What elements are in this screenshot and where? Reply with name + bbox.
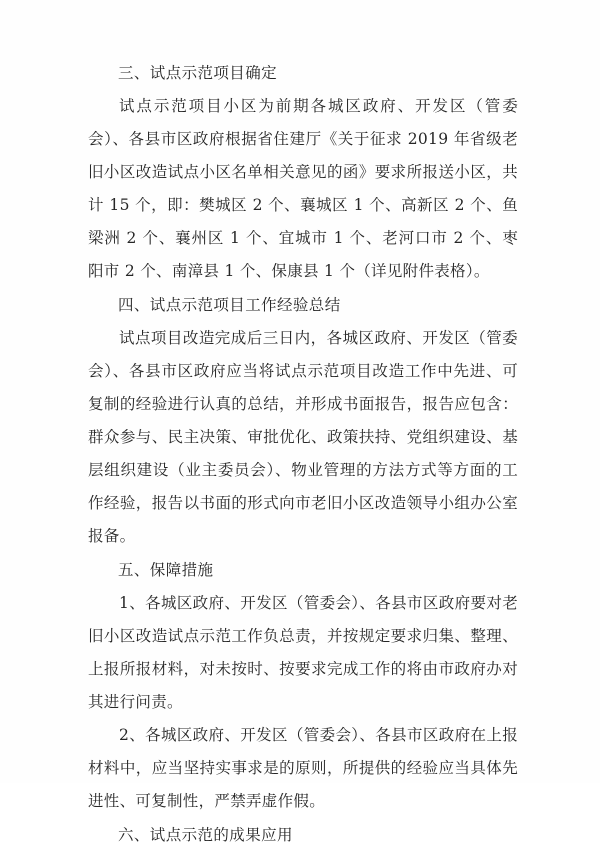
section-6-heading: 六、试点示范的成果应用: [118, 826, 293, 844]
document-body: [88, 56, 518, 852]
section-4-paragraph: 试点项目改造完成后三日内，各城区政府、开发区（管委会）、各县市区政府应当将试点示范项目改造工作中先进、可复制的经验进行认真的总结，并形成书面报告，报告应包含：群众参与、民主决策、审批优化、政策扶持、党组织建设、基层组织建设（业主委员会）、物业管理的方法方式等方面的工作经验，报告以书面的形式向市老旧小区改造领导小组办公室报备。: [88, 329, 518, 545]
section-5-paragraph-1: 1、各城区政府、开发区（管委会）、各县市区政府要对老旧小区改造试点示范工作负总责，并按规定要求归集、整理、上报所报材料，对未按时、按要求完成工作的将由市政府办对其进行问责。: [88, 594, 518, 711]
section-4-heading: 四、试点示范项目工作经验总结: [118, 296, 341, 314]
section-3-paragraph: 试点示范项目小区为前期各城区政府、开发区（管委会）、各县市区政府根据省住建厅《关于征求 2019 年省级老旧小区改造试点小区名单相关意见的函》要求所报送小区，共计 15 个，即：樊城区 2 个、襄城区 1 个、高新区 2 个、鱼梁洲 2 个、襄州区 1 个、宜城市 1 个、老河口市 2 个、枣阳市 2 个、南漳县 1 个、保康县 1 个（详见附件表格）。: [88, 97, 518, 280]
section-3-heading: 三、试点示范项目确定: [118, 64, 278, 82]
section-5-heading: 五、保障措施: [118, 561, 214, 579]
section-5-paragraph-2: 2、各城区政府、开发区（管委会）、各县市区政府在上报材料中，应当坚持实事求是的原则，所提供的经验应当具体先进性、可复制性，严禁弄虚作假。: [88, 726, 518, 810]
